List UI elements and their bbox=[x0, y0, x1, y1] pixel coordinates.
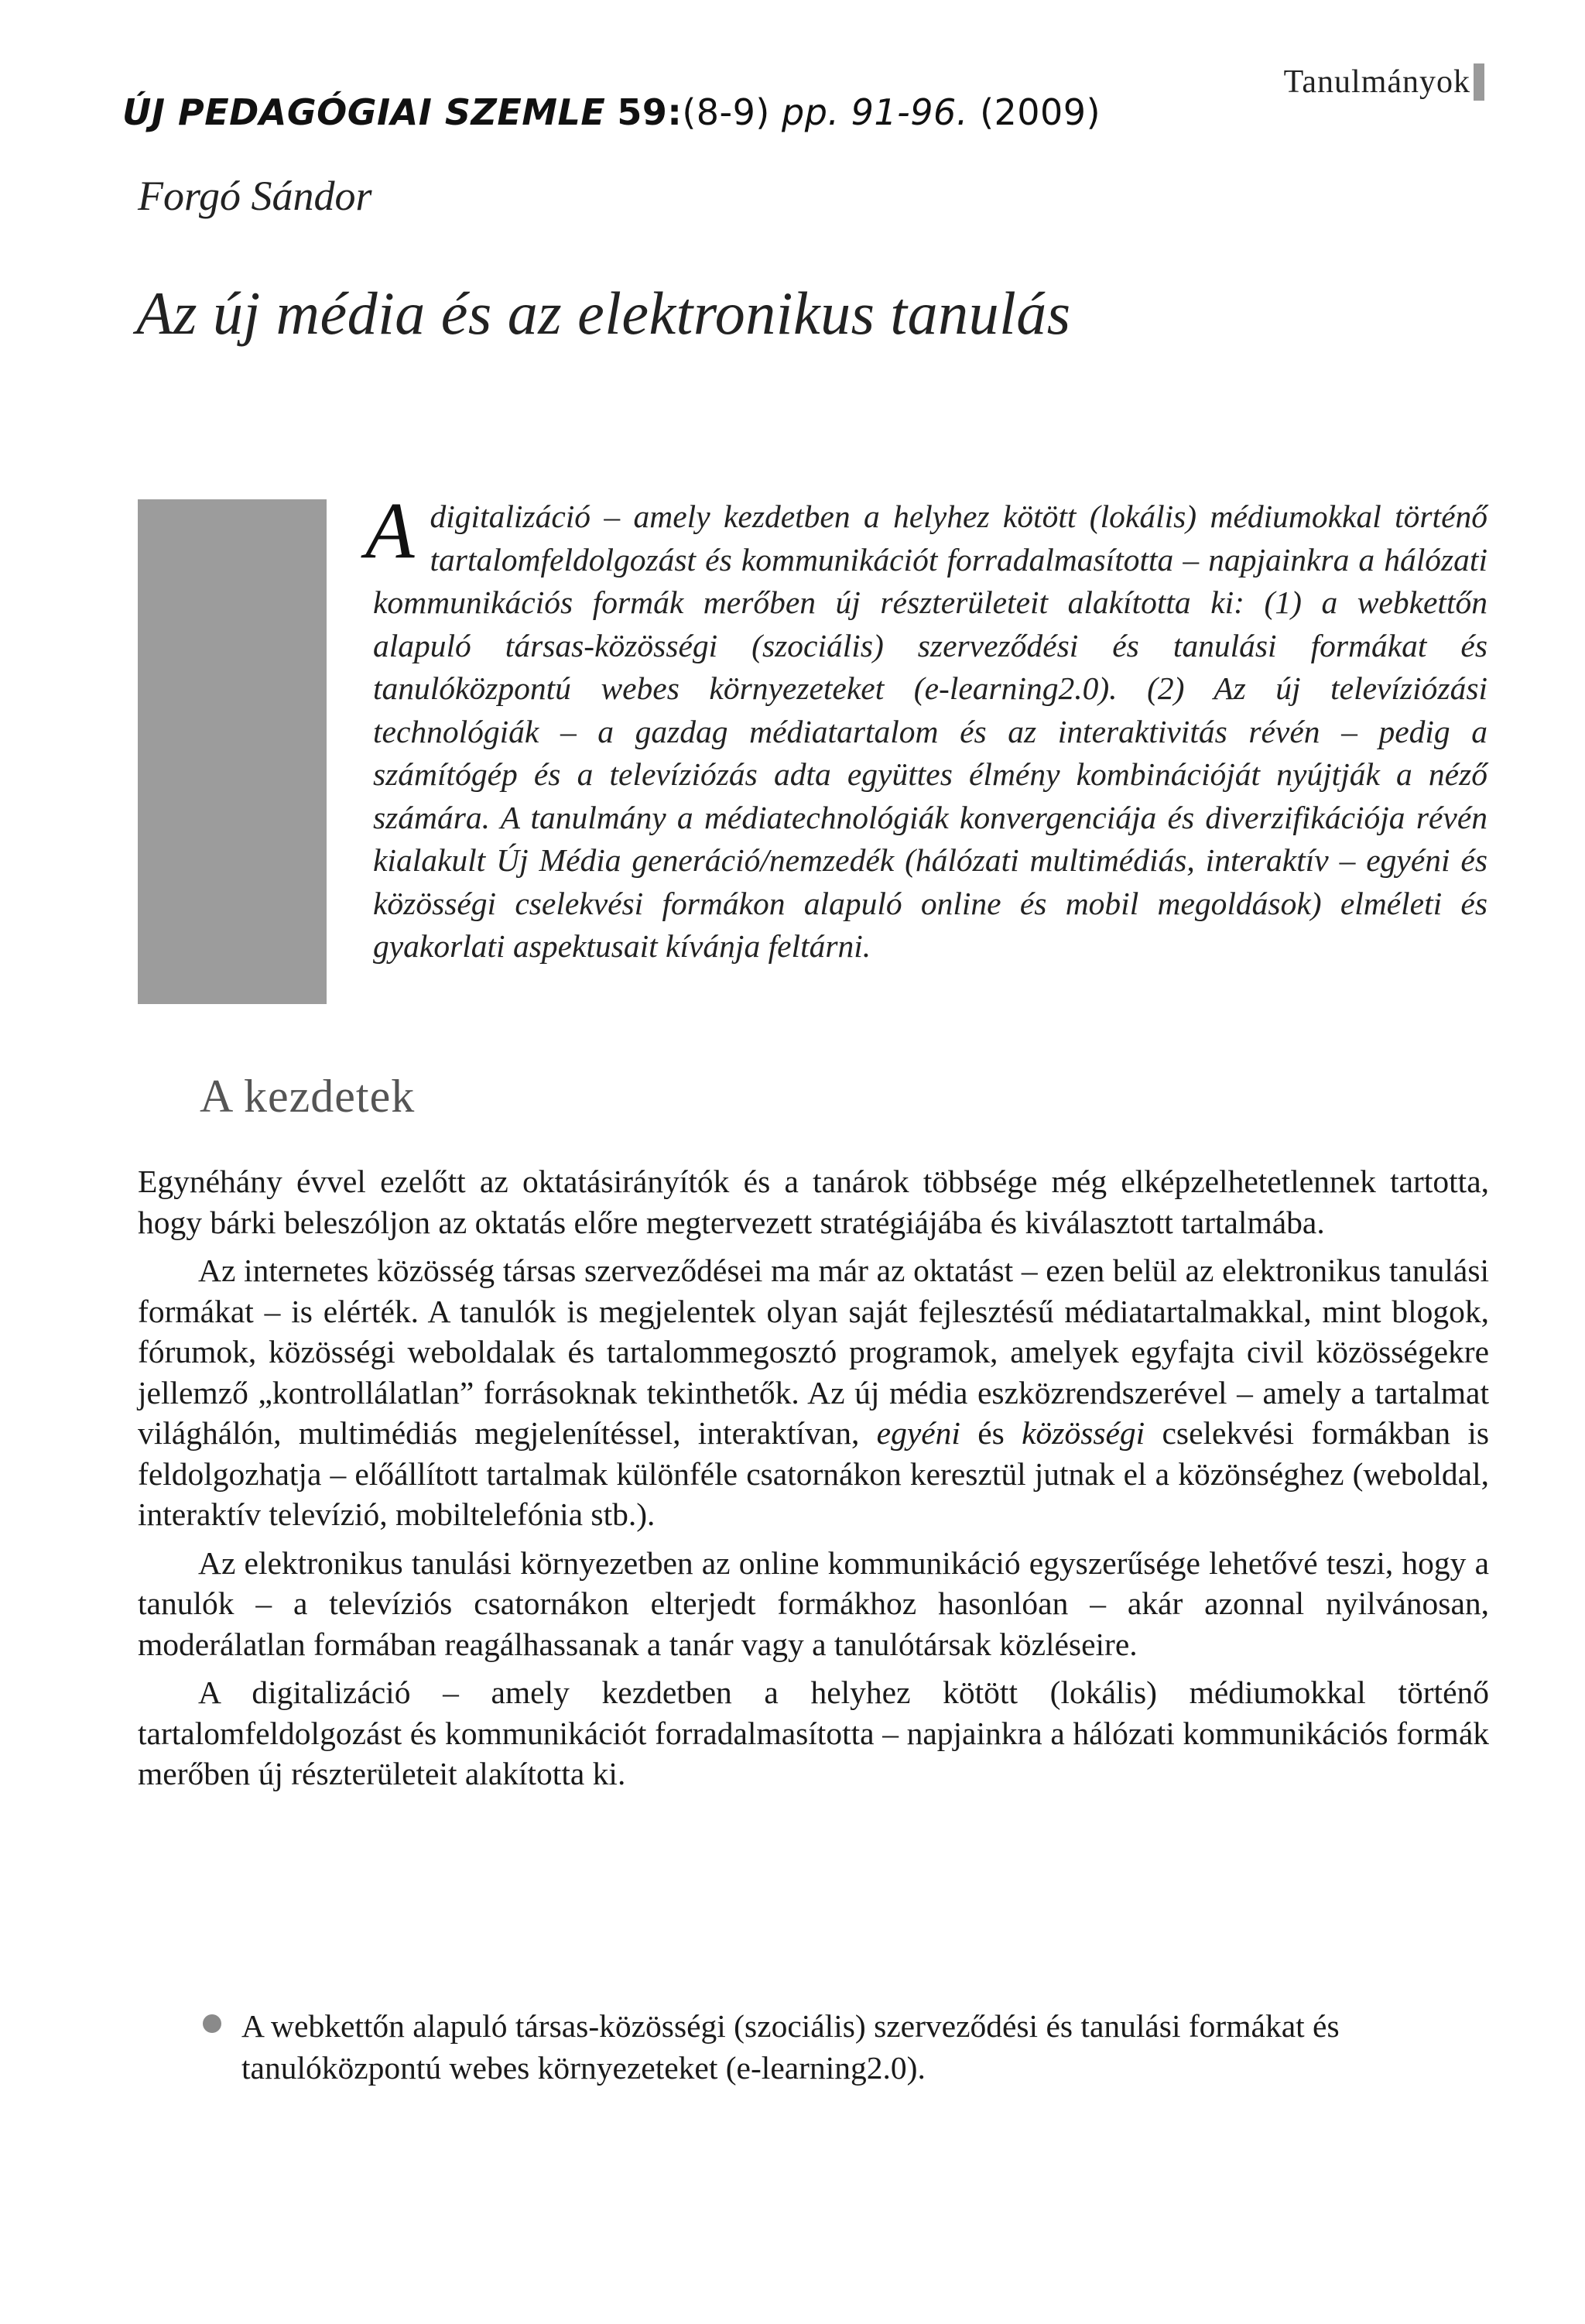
paragraph: Az elektronikus tanulási környezetben az online kommunikáció egyszerűsége lehetővé teszi, hogy a tanulók – a televíziós csatornákon elterjedt formákhoz hasonlóan – akár azonnal nyilvánosan, moderálatlan formában reagálhassanak a tanár vagy a tanulótársak közléseire. bbox=[138, 1544, 1489, 1662]
article-author: Forgó Sándor bbox=[138, 173, 372, 219]
section-label: Tanulmányok bbox=[1283, 64, 1470, 100]
paragraph bbox=[138, 1250, 1489, 1535]
journal-issue: (8-9) bbox=[682, 91, 770, 133]
article-title: Az új média és az elektronikus tanulás bbox=[136, 279, 1071, 347]
paragraph: A digitalizáció – amely kezdetben a helyhez kötött (lokális) médiumokkal történő tartalomfeldolgozást és kommunikációt forradalmasította – napjainkra a hálózati kommunikációs formák merőben új részterületeit alakította ki. bbox=[138, 1674, 1489, 1791]
journal-citation bbox=[122, 91, 1101, 133]
journal-year: (2009) bbox=[980, 91, 1101, 133]
abstract bbox=[365, 486, 1487, 968]
paragraph-text: cselekvési formákban is feldolgozhatja – előállított tartalmak különféle csatornákon keresztül jutnak el a közönséghez (weboldal, interaktív televízió, mobiltelefónia stb.). bbox=[138, 1415, 1490, 1532]
section-marker-bar bbox=[1474, 63, 1484, 101]
journal-pages: pp. 91-96. bbox=[782, 91, 968, 133]
abstract-dropcap: A bbox=[365, 486, 415, 575]
section-heading: A kezdetek bbox=[200, 1071, 416, 1122]
abstract-text: digitalizáció – amely kezdetben a helyhez kötött (lokális) médiumokkal történő tartalomfeldolgozást és kommunikációt forradalmasította – napjainkra a hálózati kommunikációs formák merőben új részterületeit alakította ki: (1) a webkettőn alapuló társas-közösségi (szociális) szerveződési és tanulási formákat és tanulóközpontú webes környezeteket (e-learning2.0). (2) Az új televíziózási technológiák – a gazdag médiatartalom és az interaktivitás révén – pedig a számítógép és a televíziózás adta együttes élmény kombinációját nyújtják a néző számára. A tanulmány a médiatechnológiák konvergenciája és diverzifikációja révén kialakult Új Média generáció/nemzedék (hálózati multimédiás, interaktív – egyéni és közösségi cselekvési formákon alapuló online és mobil megoldások) elméleti és gyakorlati aspektusait kívánja feltárni. bbox=[373, 499, 1487, 964]
journal-name: ÚJ PEDAGÓGIAI SZEMLE bbox=[122, 91, 606, 133]
journal-volume: 59: bbox=[617, 91, 683, 133]
emphasis-text: közösségi bbox=[1022, 1415, 1145, 1451]
bullet-text: A webkettőn alapuló társas-közösségi (szociális) szerveződési és tanulási formákat és tanulóközpontú webes környezeteket (e-learning2.0). bbox=[241, 2008, 1340, 2086]
emphasis-text: egyéni bbox=[876, 1415, 960, 1451]
bullet-dot-icon bbox=[203, 2014, 221, 2033]
paragraph-text: és bbox=[977, 1415, 1005, 1451]
bullet-item bbox=[203, 2005, 1487, 2089]
paragraph-text: Az internetes közösség társas szerveződései ma már az oktatást – ezen belül az elektronikus tanulási formákat – is elérték. A tanulók is megjelentek olyan saját fejlesztésű médiatartalmakkal, mint blogok, fórumok, közösségi weboldalak és tartalommegosztó programok, amelyek egyfajta civil közösségekre jellemző „kontrollálatlan” forrásoknak tekinthetők. Az új média eszközrendszerével – amely a tartalmat világhálón, multimédiás megjelenítéssel, interaktívan, bbox=[138, 1253, 1489, 1451]
paragraph: Egynéhány évvel ezelőtt az oktatásirányítók és a tanárok többsége még elképzelhetetlennek tartotta, hogy bárki beleszóljon az oktatás előre megtervezett stratégiájába és kiválasztott tartalmába. bbox=[138, 1164, 1489, 1240]
abstract-decor-box bbox=[138, 499, 327, 1004]
body-text bbox=[138, 1161, 1489, 1802]
